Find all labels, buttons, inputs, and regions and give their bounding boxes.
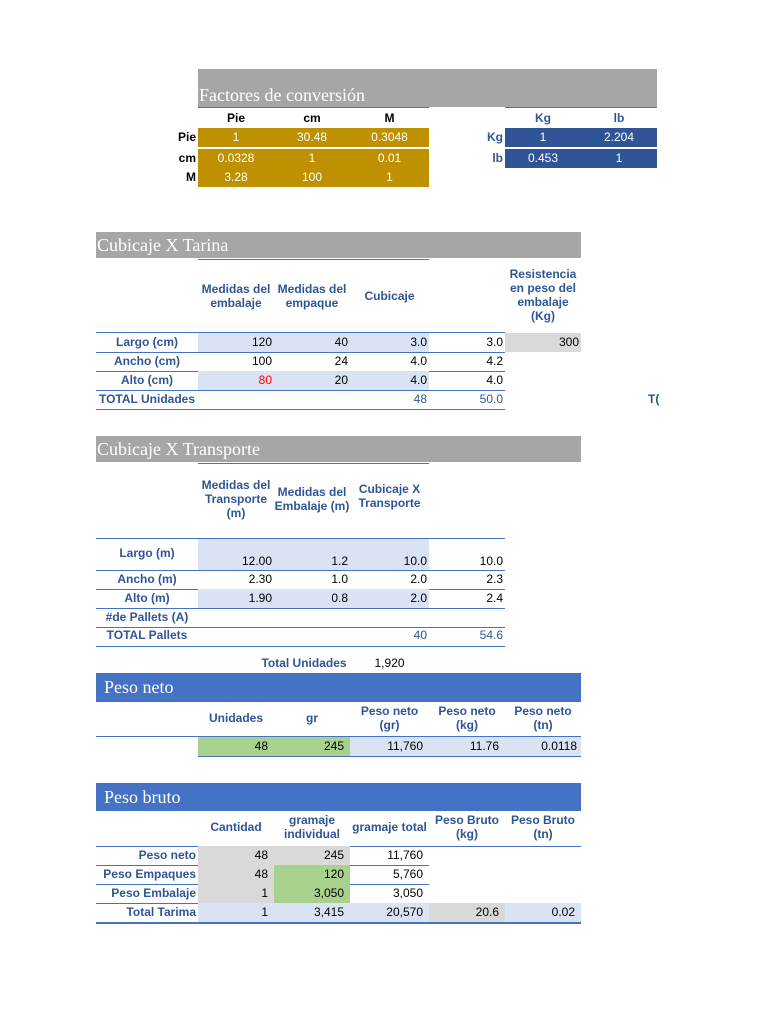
peso-neto-kg: 11.76 [429, 737, 505, 756]
tarina-row-label: Alto (cm) [121, 373, 173, 387]
transporte-trans-cell: 2.30 [248, 572, 272, 586]
total-unidades-label: Total Unidades [261, 656, 347, 670]
peso-neto-unidades: 48 [198, 737, 274, 756]
tarina-emp-cell: 24 [334, 354, 348, 368]
tarina-emp-cell: 40 [274, 333, 350, 352]
peso-bruto-row-label: Peso Empaques [103, 867, 196, 881]
wt-cell: 0.453 [505, 149, 581, 168]
transporte-row-label: Largo (m) [119, 546, 175, 560]
peso-neto-gr: 245 [274, 737, 350, 756]
peso-bruto-row-label: Peso neto [138, 848, 196, 862]
len-row-label: M [186, 170, 196, 184]
transporte-emb-cell: 1.2 [274, 539, 350, 570]
tarina-emb-cell: 120 [198, 333, 274, 352]
tarina-header-empaque: Medidas del empaque [277, 282, 347, 310]
transporte-row-label: Alto (m) [124, 591, 170, 605]
tarina-row-label: Ancho (cm) [114, 354, 180, 368]
tarina-total-label: TOTAL Unidades [98, 392, 195, 406]
peso-bruto-header-tn: Peso Bruto (tn) [510, 813, 575, 841]
tarina-row-label: Largo (cm) [115, 335, 178, 349]
len-cell: 0.3048 [350, 128, 429, 147]
peso-bruto-title: Peso bruto [96, 783, 581, 811]
tarina-extra-cell: 4.2 [486, 354, 503, 368]
peso-bruto-header-gramaje-ind: gramaje individual [283, 813, 340, 841]
wt-cell: 1 [581, 149, 657, 168]
tarina-total-cub: 48 [413, 392, 427, 406]
len-header-cm: cm [303, 111, 321, 125]
tarina-emb-cell: 80 [198, 371, 274, 390]
len-cell: 0.01 [350, 149, 429, 168]
transporte-row-label: Ancho (m) [117, 572, 177, 586]
peso-bruto-header-gramaje-total: gramaje total [352, 820, 427, 834]
peso-bruto-total-total: 20,570 [350, 903, 429, 922]
len-row-label: cm [178, 151, 196, 165]
peso-bruto-gram: 3,050 [274, 884, 350, 903]
peso-neto-header-unidades: Unidades [208, 711, 263, 725]
transporte-extra-cell: 2.3 [486, 572, 503, 586]
wt-header-lb: lb [613, 111, 625, 125]
wt-cell: 2.204 [581, 128, 657, 147]
tarina-emp-cell: 20 [274, 371, 350, 390]
peso-bruto-total: 11,760 [387, 848, 423, 862]
transporte-emb-cell: 0.8 [274, 589, 350, 608]
peso-neto-header-kg: Peso neto (kg) [438, 704, 496, 732]
transporte-trans-cell: 12.00 [198, 539, 274, 570]
tarina-extra-cell: 4.0 [486, 373, 503, 387]
len-cell: 30.48 [274, 128, 350, 147]
peso-bruto-total-gram: 3,415 [274, 903, 350, 922]
peso-bruto-total-kg: 20.6 [429, 903, 505, 922]
wt-row-label: Kg [487, 130, 503, 144]
peso-neto-header-gr-total: Peso neto (gr) [360, 704, 419, 732]
wt-cell: 1 [505, 128, 581, 147]
tarina-header-cubicaje: Cubicaje [364, 289, 415, 303]
tarina-extra-cell: 3.0 [486, 335, 503, 349]
transporte-extra-cell: 2.4 [486, 591, 503, 605]
peso-bruto-row-label: Peso Embalaje [111, 886, 196, 900]
transporte-total-label: TOTAL Pallets [106, 628, 188, 642]
len-cell: 1 [198, 128, 274, 147]
peso-bruto-cant: 1 [198, 884, 274, 903]
len-row-label: Pie [177, 130, 196, 144]
tarina-cut-text: T( [648, 392, 660, 406]
tarina-emb-cell: 100 [251, 354, 272, 368]
transporte-cub-cell: 2.0 [410, 572, 427, 586]
transporte-cub-cell: 2.0 [350, 589, 429, 608]
peso-neto-title: Peso neto [96, 673, 581, 702]
peso-neto-tn: 0.0118 [505, 737, 581, 756]
tarina-cub-cell: 4.0 [350, 371, 429, 390]
len-cell: 0.0328 [198, 149, 274, 168]
peso-bruto-header-cantidad: Cantidad [210, 820, 262, 834]
tarina-cub-cell: 4.0 [410, 354, 427, 368]
transporte-cub-cell: 10.0 [350, 539, 429, 570]
total-unidades-value: 1,920 [374, 656, 405, 670]
transporte-total-extra: 54.6 [479, 628, 503, 642]
peso-bruto-header-kg: Peso Bruto (kg) [434, 813, 499, 841]
peso-bruto-gram: 245 [274, 846, 350, 865]
len-cell: 1 [274, 149, 350, 168]
peso-bruto-total: 3,050 [392, 886, 423, 900]
tarina-title: Cubicaje X Tarina [96, 232, 581, 258]
tarina-res-cell: 300 [505, 333, 581, 352]
transporte-title: Cubicaje X Transporte [96, 436, 581, 462]
tarina-total-extra: 50.0 [479, 392, 503, 406]
transporte-header-cubicaje: Cubicaje X Transporte [358, 482, 421, 510]
len-cell: 100 [274, 168, 350, 187]
peso-bruto-cant: 48 [198, 846, 274, 865]
conversion-title: Factores de conversión [198, 69, 657, 107]
len-header-pie: Pie [226, 111, 245, 125]
peso-bruto-total: 5,760 [392, 867, 423, 881]
transporte-header-transporte: Medidas del Transporte (m) [201, 478, 271, 520]
transporte-extra-cell: 10.0 [479, 554, 503, 568]
peso-neto-gr-total: 11,760 [350, 737, 429, 756]
peso-bruto-total-cant: 1 [198, 903, 274, 922]
peso-bruto-cant: 48 [198, 865, 274, 884]
len-cell: 1 [350, 168, 429, 187]
peso-neto-header-gr: gr [306, 711, 318, 725]
wt-row-label: lb [492, 151, 503, 165]
transporte-pallets-label: #de Pallets (A) [105, 610, 189, 624]
wt-header-kg: Kg [535, 111, 551, 125]
transporte-emb-cell: 1.0 [331, 572, 348, 586]
peso-bruto-gram: 120 [274, 865, 350, 884]
tarina-cub-cell: 3.0 [350, 333, 429, 352]
len-cell: 3.28 [198, 168, 274, 187]
tarina-header-resistencia: Resistencia en peso del embalaje (Kg) [509, 267, 577, 323]
peso-neto-header-tn: Peso neto (tn) [514, 704, 572, 732]
tarina-header-embalaje: Medidas del embalaje [201, 282, 271, 310]
peso-bruto-total-tn: 0.02 [505, 903, 581, 922]
transporte-header-embalaje: Medidas del Embalaje (m) [274, 485, 350, 513]
transporte-trans-cell: 1.90 [198, 589, 274, 608]
len-header-m: M [384, 111, 395, 125]
peso-bruto-total-label: Total Tarima [126, 905, 196, 919]
transporte-total-cub: 40 [413, 628, 427, 642]
